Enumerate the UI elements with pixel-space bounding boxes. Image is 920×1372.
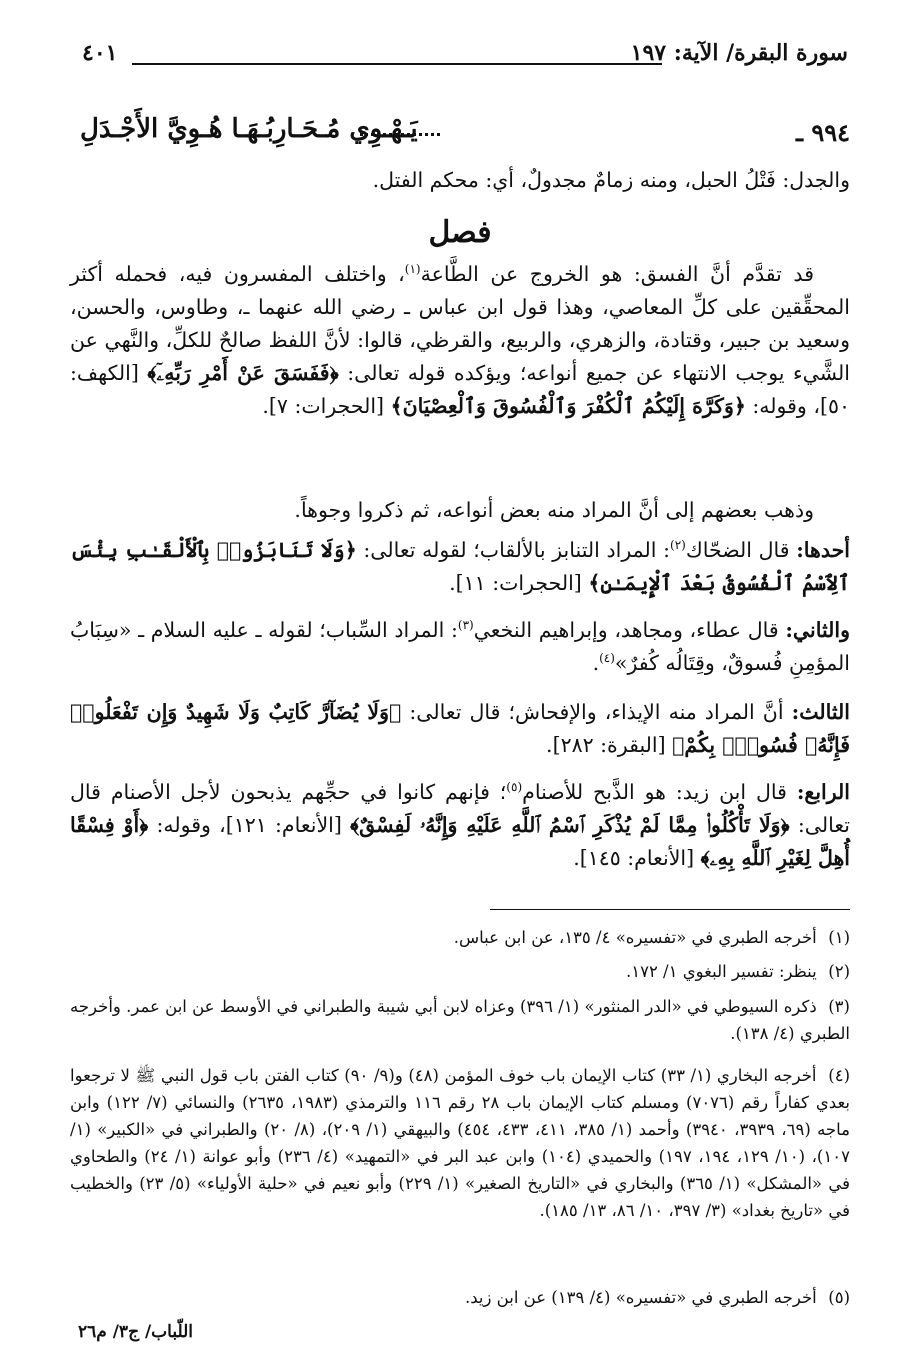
footnote-1 bbox=[70, 924, 850, 951]
second-view-text-3: . bbox=[592, 651, 600, 675]
footnote-2-text: ينظر: تفسير البغوي ١/ ١٧٢. bbox=[625, 962, 817, 981]
first-view-paragraph bbox=[70, 534, 850, 600]
footnote-rule bbox=[490, 909, 850, 910]
fourth-view-label: الرابع: bbox=[796, 780, 850, 804]
second-view-text-2: : المراد السِّباب؛ لقوله ـ عليه السلام ـ «سِبَابُ المؤمِنِ فُسوقٌ، وقِتَالُه كُفرٌ» bbox=[70, 618, 850, 675]
running-header-title: سورة البقرة/ الآية: ١٩٧ bbox=[630, 40, 848, 66]
first-view-text-3: [الحجرات: ١١]. bbox=[449, 571, 582, 595]
intro-text-1: قد تقدَّم أنَّ الفسق: هو الخروج عن الطَّاعة bbox=[420, 262, 814, 286]
footnote-3 bbox=[70, 993, 850, 1047]
second-view-label: والثاني: bbox=[785, 618, 850, 642]
footnote-ref-1[interactable]: (١) bbox=[404, 262, 421, 277]
footnote-5 bbox=[70, 1284, 850, 1311]
footnote-ref-5[interactable]: (٥) bbox=[506, 780, 523, 795]
footnote-3-text: ذكره السيوطي في «الدر المنثور» (١/ ٣٩٦) وعزاه لابن أبي شيبة والطبراني في الأوسط عن ابن عمر. وأخرجه الطبري (٤/ ١٣٨). bbox=[70, 997, 850, 1043]
third-view-text-2: [البقرة: ٢٨٢]. bbox=[546, 733, 666, 757]
fourth-view-text-3: [الأنعام: ١٢١]، وقوله: bbox=[156, 813, 342, 837]
quran-quote-hujurat-11: ﴿وَلَا تَنَابَزُوا۟ بِٱلْأَلْقَـٰبِ بِئْسَ ٱلِٱسْمُ ٱلْفُسُوقُ بَعْدَ ٱلْإِيمَـٰنِ﴾ bbox=[70, 538, 850, 595]
first-view-label: أحدها: bbox=[796, 538, 850, 562]
verse-text: يَـهْـوِي مُـحَـارِبُـهَـا هُـوِيَّ الأَجْـدَلِ bbox=[80, 114, 418, 144]
definition-line: والجدل: فَتْلُ الحبل، ومنه زمامٌ مجدولٌ، أي: محكم الفتل. bbox=[372, 168, 850, 192]
third-view-label: الثالث: bbox=[791, 700, 850, 724]
third-view-paragraph bbox=[70, 696, 850, 762]
quran-quote-anam-145: ﴿أَوْ فِسْقًا أُهِلَّ لِغَيْرِ ٱللَّهِ بِهِۦ﴾ bbox=[70, 813, 850, 870]
footnote-5-text: أخرجه الطبري في «تفسيره» (٤/ ١٣٩) عن ابن زيد. bbox=[464, 1288, 817, 1307]
footnote-2-number: (٢) bbox=[828, 962, 850, 981]
second-view-paragraph bbox=[70, 614, 850, 680]
quran-quote-anam-121: ﴿وَلَا تَأْكُلُوا۟ مِمَّا لَمْ يُذْكَرِ ٱسْمُ ٱللَّهِ عَلَيْهِ وَإِنَّهُۥ لَفِسْقٌ﴾ bbox=[350, 813, 790, 837]
intro-text-4: [الحجرات: ٧]. bbox=[262, 394, 385, 418]
page-number: ٤٠١ bbox=[82, 40, 118, 66]
intro-paragraph bbox=[70, 258, 850, 423]
section-title: فصل bbox=[428, 215, 492, 250]
fourth-view-text-2: ؛ فإنهم كانوا في حجِّهم يذبحون لأجل الأصنام قال تعالى: bbox=[70, 780, 850, 837]
intro-text-3: [الكهف: ٥٠]، وقوله: bbox=[70, 361, 850, 418]
footnote-5-number: (٥) bbox=[828, 1288, 850, 1307]
fourth-view-text-1: قال ابن زيد: هو الذَّبح للأصنام bbox=[522, 780, 787, 804]
footnote-1-number: (١) bbox=[828, 928, 850, 947]
quran-quote-kahf: ﴿فَفَسَقَ عَنْ أَمْرِ رَبِّهِۦٓ﴾ bbox=[147, 361, 339, 385]
quran-quote-hujurat-7: ﴿وَكَرَّهَ إِلَيْكُمُ ٱلْكُفْرَ وَٱلْفُسُوقَ وَٱلْعِصْيَانَ﴾ bbox=[390, 394, 746, 418]
footnote-2 bbox=[70, 958, 850, 985]
verse-number: ٩٩٤ ـ bbox=[795, 118, 850, 147]
footnote-1-text: أخرجه الطبري في «تفسيره» ٤/ ١٣٥، عن ابن عباس. bbox=[453, 928, 817, 947]
first-view-text-2: : المراد التنابز بالألقاب؛ لقوله تعالى: bbox=[363, 538, 670, 562]
footnote-4 bbox=[70, 1062, 850, 1224]
header-rule bbox=[132, 63, 662, 65]
second-view-text-1: قال عطاء، ومجاهد، وإبراهيم النخعي bbox=[473, 618, 779, 642]
fourth-view-paragraph bbox=[70, 776, 850, 875]
quran-quote-baqarah-282: ﴿وَلَا يُضَآرَّ كَاتِبٌ وَلَا شَهِيدٌ وَإِن تَفْعَلُوا۟ فَإِنَّهُۥ فُسُوقٌۢ بِكُمْ﴾ bbox=[70, 700, 850, 757]
others-paragraph: وذهب بعضهم إلى أنَّ المراد منه بعض أنواعه، ثم ذكروا وجوهاً. bbox=[294, 498, 814, 522]
footnote-ref-4[interactable]: (٤) bbox=[599, 651, 615, 666]
fourth-view-text-4: [الأنعام: ١٤٥]. bbox=[573, 846, 695, 870]
footnote-3-number: (٣) bbox=[828, 997, 850, 1016]
intro-text-2: ، واختلف المفسرون فيه، فحمله أكثر المحقِّقين على كلِّ المعاصي، وهذا قول ابن عباس ـ رضي الله عنهما ـ، وطاوس، والحسن، وسعيد بن جبير، وقتادة، والزهري، والربيع، والقرظي، قالوا: لأنَّ اللفظ صالحٌ للكلِّ، والنَّهي عن الشَّيء يوجب الانتهاء عن جميع أنواعه؛ ويؤكده قوله تعالى: bbox=[70, 262, 850, 385]
footnote-ref-2[interactable]: (٢) bbox=[670, 538, 686, 553]
third-view-text-1: أنَّ المراد منه الإيذاء، والإفحاش؛ قال تعالى: bbox=[409, 700, 784, 724]
footnote-ref-3[interactable]: (٣) bbox=[457, 618, 474, 633]
footnote-4-number: (٤) bbox=[828, 1066, 851, 1085]
first-view-text-1: قال الضحّاك bbox=[685, 538, 790, 562]
footnote-4-text: أخرجه البخاري (١/ ٣٣) كتاب الإيمان باب خوف المؤمن (٤٨) و(٩/ ٩٠) كتاب الفتن باب قول النبي ﷺ لا ترجعوا بعدي كفاراً رقم (٧٠٧٦) ومسلم كتاب الإيمان باب ٢٨ رقم ١١٦ والترمذي (١٩٨٣، ٢٦٣٥) والنسائي (٧/ ١٢٢) وابن ماجه (٦٩، ٣٩٣٩، ٣٩٤٠) وأحمد (١/ ٣٨٥، ٤١١، ٤٣٣، ٤٥٤) والبيهقي (١/ ٢٠٩)، (٨/ ٢٠) والطبراني في «الكبير» (١/ ١٠٧)، (١٠/ ١٢٩، ١٩٤، ١٩٧) والحميدي (١٠٤) وابن عبد البر في «التمهيد» (٤/ ٢٣٦) وأبو عوانة (١/ ٢٤) والطحاوي في «المشكل» (١/ ٣٦٥) والبخاري في «التاريخ الصغير» (١/ ٢٢٩) وأبو نعيم في «حلية الأولياء» (٥/ ٢٣) والخطيب في «تاريخ بغداد» (٣/ ٣٩٧، ١٠/ ٨٦، ١٣/ ١٨٥). bbox=[70, 1066, 850, 1220]
printer-signature: اللّباب/ ج٣/ م٢٦ bbox=[78, 1322, 194, 1342]
